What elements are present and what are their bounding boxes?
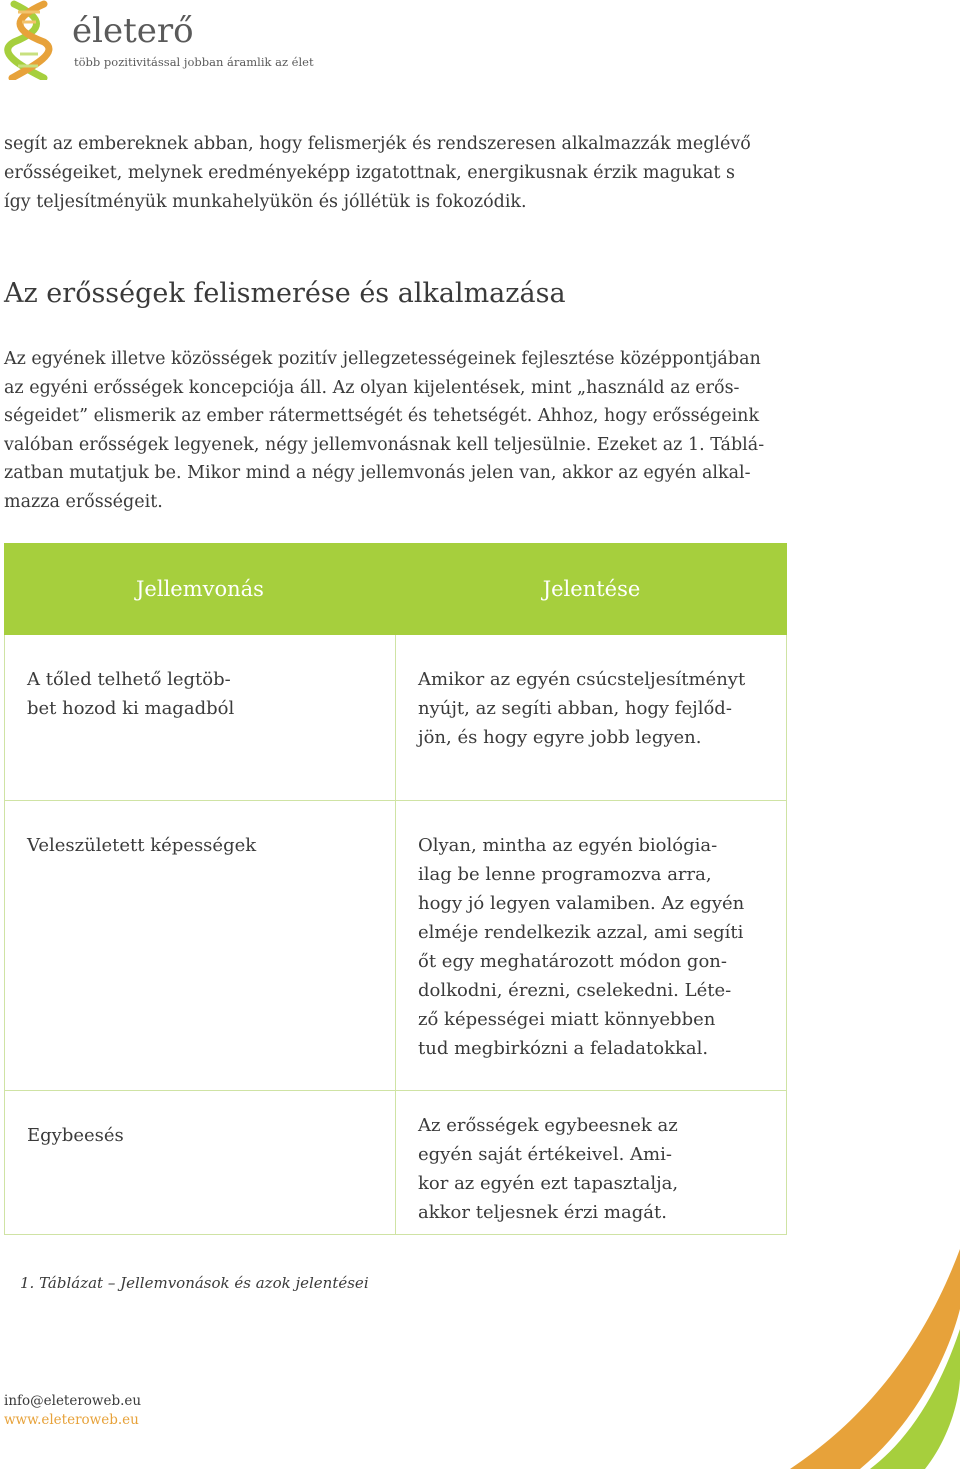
paragraph-line: valóban erősségek legyenek, négy jellemvonásnak kell teljesülnie. Ezeket az 1. Táblá-: [4, 434, 765, 455]
website-link[interactable]: www.eleteroweb.eu: [4, 1412, 139, 1428]
header-trait: Jellemvonás: [136, 577, 264, 601]
trait-cell: [5, 635, 396, 801]
section-title: Az erősségek felismerése és alkalmazása: [4, 278, 566, 309]
cell-line: Olyan, mintha az egyén biológia-: [418, 835, 718, 856]
intro-paragraph: [4, 130, 794, 217]
cell-line: jön, és hogy egyre jobb legyen.: [418, 727, 702, 748]
table-row: [4, 1091, 787, 1235]
cell-line: tud megbirkózni a feladatokkal.: [418, 1038, 709, 1059]
cell-line: elméje rendelkezik azzal, ami segíti: [418, 922, 744, 943]
email-link[interactable]: info@eleteroweb.eu: [4, 1393, 142, 1409]
cell-line: kor az egyén ezt tapasztalja,: [418, 1173, 679, 1194]
paragraph-line: zatban mutatjuk be. Mikor mind a négy jellemvonás jelen van, akkor az egyén alkal-: [4, 463, 751, 484]
table-row: [4, 635, 787, 801]
paragraph-line: az egyéni erősségek koncepciója áll. Az olyan kijelentések, mint „használd az erős-: [4, 377, 740, 398]
traits-table: [4, 543, 787, 1235]
cell-line: egyén saját értékeivel. Ami-: [418, 1144, 672, 1165]
meaning-cell: [396, 801, 787, 1091]
cell-line: ilag be lenne programozva arra,: [418, 864, 712, 885]
dna-helix-icon: [4, 0, 54, 80]
intro-line: segít az embereknek abban, hogy felismerjék és rendszeresen alkalmazzák meglévő: [4, 134, 751, 154]
intro-line: erősségeiket, melynek eredményeképp izgatottnak, energikusnak érzik magukat s: [4, 163, 735, 183]
cell-line: bet hozod ki magadból: [27, 698, 235, 719]
trait-cell: [5, 1091, 396, 1235]
cell-line: A tőled telhető legtöb-: [27, 669, 231, 690]
cell-line: ző képességei miatt könnyebben: [418, 1009, 716, 1030]
footer-contact: [4, 1392, 141, 1430]
cell-line: akkor teljesnek érzi magát.: [418, 1202, 667, 1223]
header-meaning: Jelentése: [542, 577, 641, 601]
table-caption: 1. Táblázat – Jellemvonások és azok jelentései: [20, 1274, 369, 1292]
table-row: [4, 801, 787, 1091]
logo-name: életerő: [72, 11, 194, 51]
cell-line: Az erősségek egybeesnek az: [418, 1115, 678, 1136]
cell-line: őt egy meghatározott módon gon-: [418, 951, 727, 972]
brand-logo[interactable]: [4, 0, 314, 82]
decorative-swoosh: [700, 1209, 960, 1469]
logo-tagline: több pozitivitással jobban áramlik az élet: [74, 55, 314, 69]
body-paragraph: [4, 345, 794, 517]
intro-line: így teljesítményük munkahelyükön és jóllétük is fokozódik.: [4, 192, 527, 212]
meaning-cell: [396, 635, 787, 801]
cell-line: Egybeesés: [27, 1125, 124, 1146]
cell-line: nyújt, az segíti abban, hogy fejlőd-: [418, 698, 732, 719]
table-header: [4, 543, 787, 635]
trait-cell: [5, 801, 396, 1091]
paragraph-line: ségeidet” elismerik az ember rátermettségét és tehetségét. Ahhoz, hogy erősségeink: [4, 406, 760, 427]
cell-line: hogy jó legyen valamiben. Az egyén: [418, 893, 745, 914]
paragraph-line: Az egyének illetve közösségek pozitív jellegzetességeinek fejlesztése középpontjában: [4, 349, 761, 369]
cell-line: dolkodni, érezni, cselekedni. Léte-: [418, 980, 732, 1001]
cell-line: Veleszületett képességek: [27, 835, 257, 856]
paragraph-line: mazza erősségeit.: [4, 491, 163, 512]
cell-line: Amikor az egyén csúcsteljesítményt: [418, 669, 746, 690]
